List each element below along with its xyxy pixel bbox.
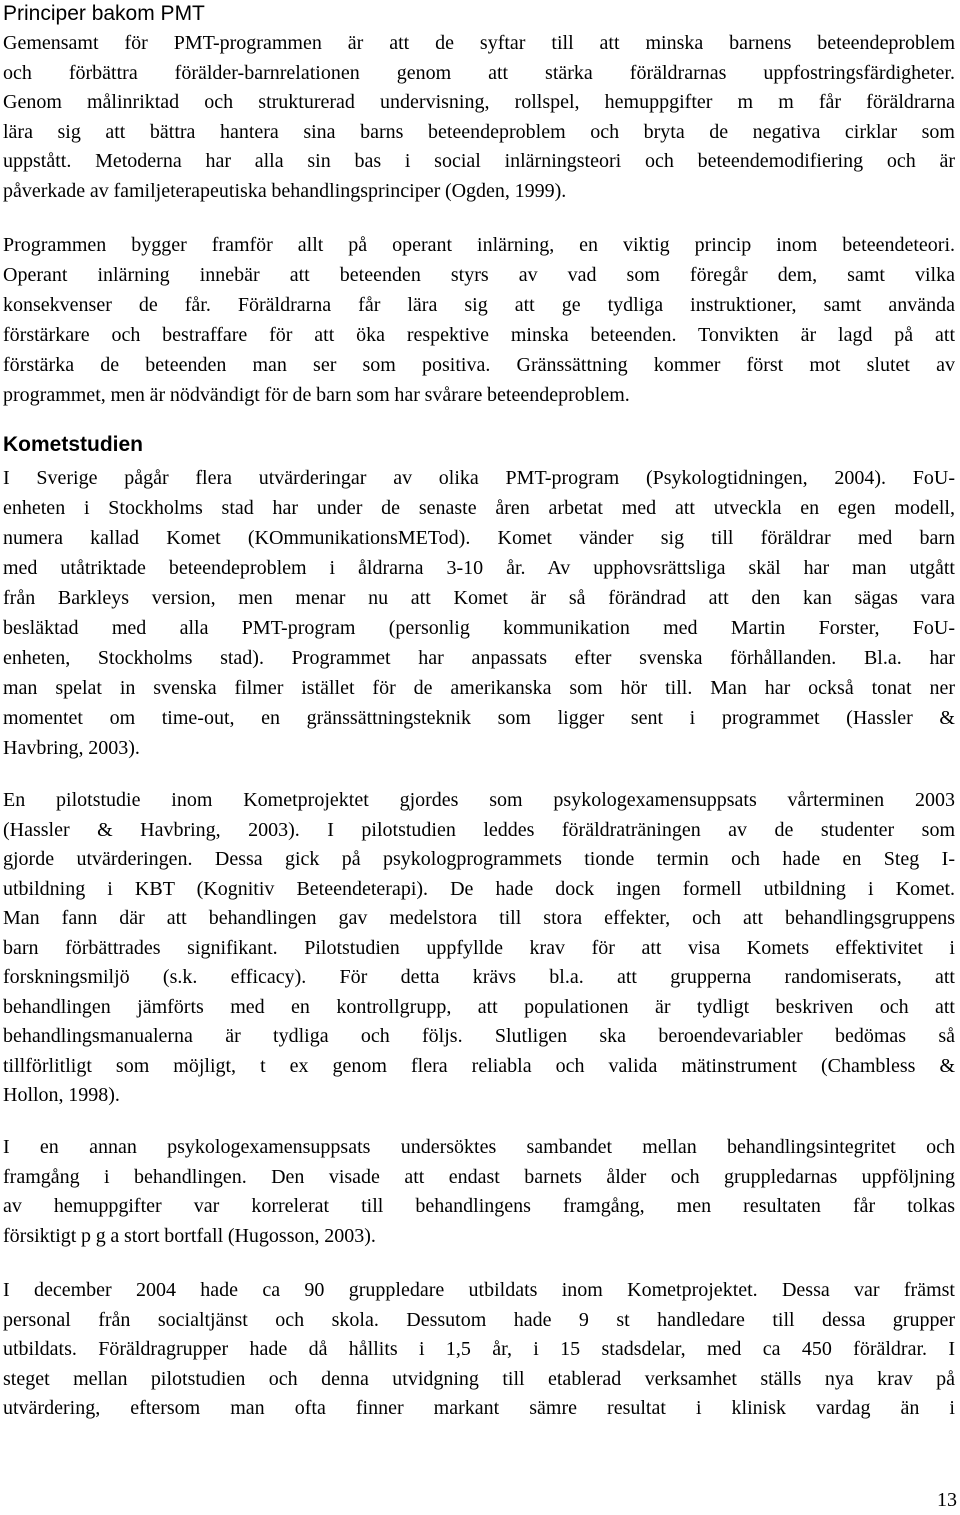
text-line: momentet om time-out, en gränssättningsteknik som ligger sent i programmet (Hassler & [3,707,955,729]
text-line: behandlingen jämförts med en kontrollgrupp, att populationen är tydligt beskriven och att [3,995,955,1018]
text-line: tillförlitligt som möjligt, t ex genom flera reliabla och valida mätinstrument (Chambless & [3,1054,955,1077]
paragraph-komet-4 [3,1276,955,1424]
text-line: enheten, Stockholms stad). Programmet har anpassats efter svenska förhållanden. Bl.a. har [3,647,955,669]
text-line: forskningsmiljö (s.k. efficacy). För detta krävs bl.a. att grupperna randomiserats, att [3,966,955,988]
paragraph-principer-1 [3,29,955,206]
text-line: programmet, men är nödvändigt för de barn som har svårare beteendeproblem. [3,384,630,406]
paragraph-komet-1 [3,463,955,763]
text-line: enheten i Stockholms stad har under de senaste åren arbetat med att utveckla en egen modell, [3,497,955,519]
text-line: Hollon, 1998). [3,1084,120,1106]
text-line: steget mellan pilotstudien och denna utvidgning till etablerad verksamhet ställs nya krav på [3,1367,955,1390]
page-number: 13 [937,1489,957,1511]
text-line: Operant inlärning innebär att beteenden styrs av vad som föregår dem, samt vilka [3,264,955,286]
text-line: förstärkare och bestraffare för att öka respektive minska beteenden. Tonvikten är lagd på att [3,324,955,346]
text-line: Gemensamt för PMT-programmen är att de syftar till att minska barnens beteendeproblem [3,32,955,54]
text-line: försiktigt p g a stort bortfall (Hugosson, 2003). [3,1224,376,1247]
text-line: påverkade av familjeterapeutiska behandlingsprinciper (Ogden, 1999). [3,179,567,202]
text-line: lära sig att bättra hantera sina barns beteendeproblem och bryta de negativa cirklar som [3,120,955,143]
text-line: numera kallad Komet (KOmmunikationsMETod). Komet vänder sig till föräldrar med barn [3,527,955,549]
text-line: En pilotstudie inom Kometprojektet gjordes som psykologexamensuppsats vårterminen 2003 [3,789,955,811]
text-line: och förbättra förälder-barnrelationen genom att stärka föräldrarnas uppfostringsfärdigheter. [3,61,955,84]
paragraph-komet-2 [3,786,955,1111]
text-line: gjorde utvärderingen. Dessa gick på psykologprogrammets tionde termin och hade en Steg I- [3,848,955,870]
text-line: besläktad med alla PMT-program (personlig kommunikation med Martin Forster, FoU- [3,617,955,639]
paragraph-komet-3 [3,1133,955,1251]
text-line: man spelat in svenska filmer istället för de amerikanska som hör till. Man har också tonat ner [3,677,955,699]
text-line: Havbring, 2003). [3,737,140,759]
text-line: Genom målinriktad och strukturerad undervisning, rollspel, hemuppgifter m m får föräldrarna [3,91,955,113]
paragraph-principer-2 [3,230,955,410]
text-line: behandlingsmanualerna är tydliga och följs. Slutligen ska beroendevariabler bedömas så [3,1025,955,1047]
text-line: (Hassler & Havbring, 2003). I pilotstudien leddes föräldraträningen av de studenter som [3,818,955,841]
text-line: utbildats. Föräldragrupper hade då hållits i 1,5 år, i 15 stadsdelar, med ca 450 föräldrar. I [3,1338,955,1360]
text-line: barn förbättrades signifikant. Pilotstudien uppfyllde krav för att visa Komets effektivitet i [3,936,955,959]
text-line: utvärdering, eftersom man ofta finner markant sämre resultat i klinisk vardag än i [3,1397,955,1419]
text-line: I Sverige pågår flera utvärderingar av olika PMT-program (Psykologtidningen, 2004). FoU- [3,467,955,489]
text-line: med utåtriktade beteendeproblem i åldrarna 3-10 år. Av upphovsrättsliga skäl har man utgått [3,557,955,579]
text-line: Programmen bygger framför allt på operant inlärning, en viktig princip inom beteendeteori. [3,234,955,256]
text-line: av hemuppgifter var korrelerat till behandlingens framgång, men resultaten får tolkas [3,1195,955,1217]
text-line: konsekvenser de får. Föräldrarna får lära sig att ge tydliga instruktioner, samt använda [3,294,955,316]
text-line: personal från socialtjänst och skola. Dessutom hade 9 st handledare till dessa grupper [3,1308,955,1331]
text-line: framgång i behandlingen. Den visade att endast barnets ålder och gruppledarnas uppföljning [3,1165,955,1188]
section-heading-principer: Principer bakom PMT [3,2,205,25]
text-line: Man fann där att behandlingen gav medelstora till stora effekter, och att behandlingsgruppens [3,907,955,929]
text-line: I en annan psykologexamensuppsats undersöktes sambandet mellan behandlingsintegritet och [3,1136,955,1158]
text-line: utbildning i KBT (Kognitiv Beteendeterapi). De hade dock ingen formell utbildning i Komet. [3,877,955,900]
text-line: förstärka de beteenden man ser som positiva. Gränssättning kommer först mot slutet av [3,354,955,376]
text-line: uppstått. Metoderna har alla sin bas i social inlärningsteori och beteendemodifiering och är [3,150,955,172]
text-line: från Barkleys version, men menar nu att Komet är så förändrad att den kan sägas vara [3,587,955,609]
text-line: I december 2004 hade ca 90 gruppledare utbildats inom Kometprojektet. Dessa var främst [3,1279,955,1301]
section-heading-kometstudien: Kometstudien [3,433,144,456]
